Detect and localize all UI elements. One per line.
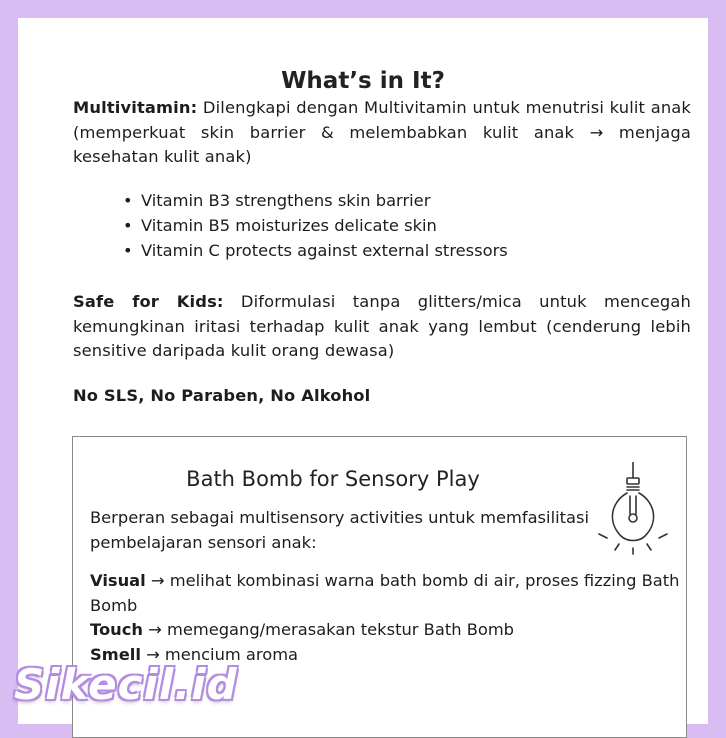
brand-watermark: Sikecil.id (14, 660, 238, 709)
smell-text: → mencium aroma (140, 644, 299, 664)
multivitamin-text: Dilengkapi dengan Multivitamin untuk menutrisi kulit anak (memperkuat skin barrier & melembabkan kulit anak → menjaga kesehatan kulit anak) (73, 98, 691, 166)
sensory-intro: Berperan sebagai multisensory activities untuk memfasilitasi pembelajaran sensori anak: (90, 508, 589, 552)
lightbulb-icon (593, 462, 673, 562)
visual-text: → melihat kombinasi warna bath bomb di air, proses fizzing Bath Bomb (90, 571, 680, 615)
touch-text: → memegang/merasakan tekstur Bath Bomb (142, 620, 515, 639)
smell-label: Smell (90, 644, 141, 664)
content-card (18, 18, 708, 724)
multivitamin-label: Multivitamin: (73, 98, 198, 117)
multivitamin-paragraph (73, 96, 691, 170)
touch-label: Touch (90, 620, 143, 639)
safe-for-kids-paragraph (73, 290, 691, 364)
no-list-text: No SLS, No Paraben, No Alkohol (73, 386, 371, 405)
safe-label: Safe for Kids: (73, 292, 224, 311)
list-item: • Vitamin C protects against external stressors (123, 238, 508, 263)
visual-label: Visual (90, 571, 146, 590)
safe-text: Diformulasi tanpa glitters/mica untuk mencegah kemungkinan iritasi terhadap kulit anak yang lembut (cenderung lebih sensitive daripada kulit orang dewasa) (73, 292, 691, 360)
sensory-title: Bath Bomb for Sensory Play (186, 467, 480, 491)
no-ingredients-line (73, 384, 691, 409)
vitamin-list (123, 188, 508, 263)
sensory-details (90, 569, 680, 667)
page-title: What’s in It? (281, 68, 445, 94)
list-item: • Vitamin B5 moisturizes delicate skin (123, 213, 508, 238)
list-item: • Vitamin B3 strengthens skin barrier (123, 188, 508, 213)
